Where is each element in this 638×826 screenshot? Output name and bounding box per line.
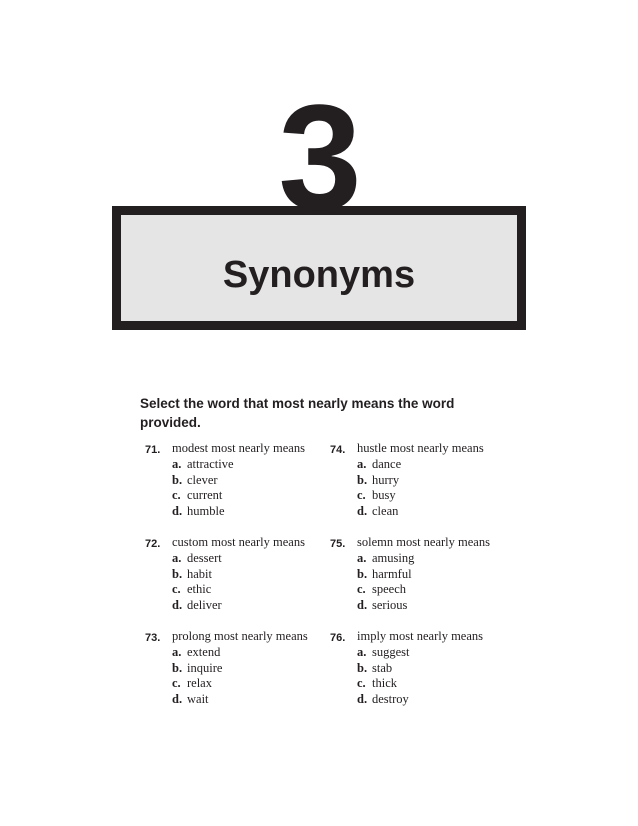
answer-options [172,645,222,708]
question-number: 76. [330,632,346,644]
option-letter: b. [357,566,368,581]
option-letter: a. [357,456,367,471]
question-stem: prolong most nearly means [172,629,308,643]
question-71 [145,441,335,535]
answer-option [172,551,222,567]
answer-options [357,551,414,614]
option-text: clever [187,472,218,487]
option-letter: d. [172,598,183,613]
answer-option [172,661,222,677]
question-74 [330,441,520,535]
option-text: deliver [187,598,222,613]
question-76 [330,629,520,723]
answer-option [172,598,222,614]
answer-option [172,457,234,473]
option-letter: c. [357,582,366,597]
option-text: destroy [372,692,409,707]
option-text: ethic [187,582,212,597]
answer-option [357,457,401,473]
answer-option [172,582,222,598]
option-letter: b. [172,660,183,675]
answer-option [357,488,401,504]
chapter-number: 3 [278,73,360,241]
answer-option [357,504,401,520]
instructions: Select the word that most nearly means the word provided. [140,396,455,430]
answer-option [172,473,234,489]
question-number: 72. [145,538,161,550]
option-letter: a. [357,550,367,565]
option-letter: a. [172,550,182,565]
answer-option [172,676,222,692]
option-letter: d. [357,598,368,613]
option-text: amusing [372,550,415,565]
option-letter: c. [172,488,181,503]
answer-option [172,504,234,520]
option-letter: c. [357,488,366,503]
answer-option [357,598,414,614]
answer-option [357,567,414,583]
question-stem: custom most nearly means [172,535,305,549]
chapter-title: Synonyms [222,254,416,296]
answer-options [357,645,410,708]
option-letter: d. [172,504,183,519]
option-letter: c. [357,676,366,691]
option-letter: d. [357,504,368,519]
question-stem: solemn most nearly means [357,535,490,549]
option-text: hurry [372,472,400,487]
answer-options [172,457,234,520]
option-letter: d. [357,692,368,707]
answer-option [172,692,222,708]
option-letter: b. [172,566,183,581]
option-text: attractive [187,456,234,471]
option-text: stab [372,660,393,675]
option-text: relax [187,676,212,691]
answer-options [357,457,401,520]
option-letter: b. [357,472,368,487]
answer-option [357,473,401,489]
option-letter: a. [172,644,182,659]
option-text: serious [372,598,408,613]
option-text: wait [187,692,209,707]
option-text: dance [372,456,402,471]
option-letter: c. [172,582,181,597]
option-letter: a. [172,456,182,471]
option-text: humble [187,504,225,519]
question-number: 73. [145,632,161,644]
answer-option [357,692,410,708]
option-letter: d. [172,692,183,707]
answer-option [172,488,234,504]
question-column-left [145,441,335,723]
answer-option [357,582,414,598]
option-text: suggest [372,644,410,659]
option-letter: b. [357,660,368,675]
option-text: harmful [372,566,412,581]
option-text: extend [187,644,221,659]
option-text: inquire [187,660,223,675]
question-number: 74. [330,444,346,456]
answer-option [357,661,410,677]
option-letter: c. [172,676,181,691]
option-letter: b. [172,472,183,487]
answer-option [357,551,414,567]
answer-options [172,551,222,614]
question-column-right [330,441,520,723]
option-letter: a. [357,644,367,659]
question-number: 71. [145,444,161,456]
option-text: habit [187,566,212,581]
option-text: current [187,488,223,503]
option-text: thick [372,676,397,691]
option-text: dessert [187,550,222,565]
question-stem: modest most nearly means [172,441,305,455]
answer-option [172,567,222,583]
question-75 [330,535,520,629]
option-text: speech [372,582,407,597]
question-stem: imply most nearly means [357,629,484,643]
question-number: 75. [330,538,346,550]
answer-option [172,645,222,661]
question-72 [145,535,335,629]
question-73 [145,629,335,723]
question-stem: hustle most nearly means [357,441,484,455]
option-text: busy [372,488,396,503]
answer-option [357,645,410,661]
answer-option [357,676,410,692]
option-text: clean [372,504,399,519]
